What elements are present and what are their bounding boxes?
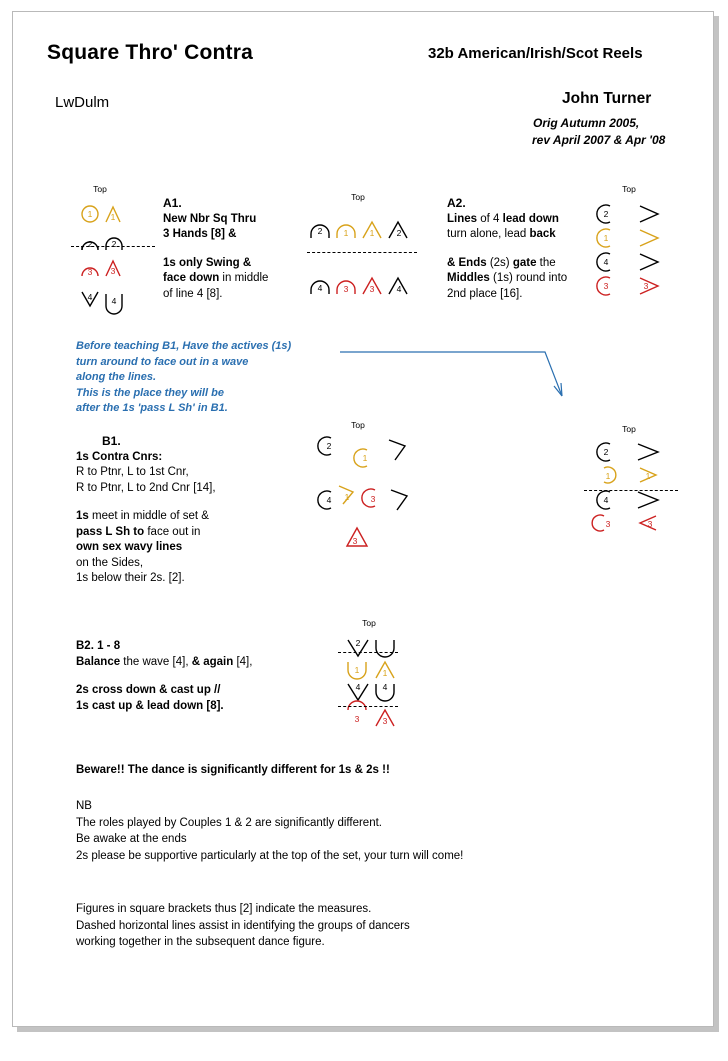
svg-text:3: 3 bbox=[370, 494, 376, 504]
diagram-a1-lines-top-label: Top bbox=[351, 192, 365, 202]
figure-a2-line2-bold: back bbox=[529, 228, 556, 240]
figure-a1-text bbox=[163, 196, 283, 302]
nb-line-1: NB bbox=[76, 800, 92, 812]
note-arrow bbox=[340, 346, 570, 406]
figure-b1-line5-rest: face out in bbox=[144, 525, 201, 538]
figure-b2-text bbox=[76, 639, 316, 714]
teaching-note-line-4: This is the place they will be bbox=[76, 386, 224, 399]
svg-text:4: 4 bbox=[326, 495, 332, 505]
svg-text:1: 1 bbox=[362, 453, 368, 463]
svg-text:4: 4 bbox=[382, 682, 388, 692]
diagram-a1 bbox=[72, 184, 152, 314]
svg-text:4: 4 bbox=[355, 682, 361, 692]
svg-text:3: 3 bbox=[603, 281, 609, 291]
figure-b2-line1-rest2: [4], bbox=[233, 655, 253, 668]
figure-a2-line1-bold: Lines bbox=[447, 212, 478, 225]
teaching-note-line-1: Before teaching B1, Have the actives (1s) bbox=[76, 340, 292, 352]
svg-text:1: 1 bbox=[369, 228, 375, 238]
teaching-note-line-2: turn around to face out in a wave bbox=[76, 355, 249, 368]
figure-a2-line4-rest: (1s) round into bbox=[489, 272, 568, 284]
svg-text:3: 3 bbox=[605, 519, 611, 529]
svg-text:3: 3 bbox=[643, 281, 649, 291]
svg-text:1: 1 bbox=[344, 492, 350, 502]
figure-a2-line1-rest: of 4 bbox=[477, 212, 503, 225]
diagram-b2-top-label: Top bbox=[362, 618, 376, 628]
figure-a2-line3-bold: & Ends bbox=[447, 256, 487, 269]
figure-b1-line1: 1s Contra Cnrs: bbox=[76, 450, 163, 463]
svg-text:4: 4 bbox=[396, 284, 402, 294]
footnote-line-1: Figures in square brackets thus [2] indicate the measures. bbox=[76, 903, 372, 915]
svg-text:1: 1 bbox=[354, 665, 360, 675]
svg-text:1: 1 bbox=[343, 228, 349, 238]
svg-text:2: 2 bbox=[317, 226, 323, 236]
figure-b2-line1-bold2: & again bbox=[191, 655, 234, 668]
page-title: Square Thro' Contra bbox=[47, 41, 253, 64]
nb-block bbox=[76, 798, 463, 864]
diagram-b1-right bbox=[588, 424, 678, 544]
page-shadow-right bbox=[714, 16, 719, 1029]
page-shadow-bottom bbox=[17, 1027, 719, 1032]
svg-text:3: 3 bbox=[354, 714, 360, 724]
diagram-a2 bbox=[588, 184, 678, 314]
figure-b2-line1-rest: the wave [4], bbox=[120, 655, 192, 668]
svg-text:1: 1 bbox=[603, 233, 609, 243]
diagram-b2-dashed-1 bbox=[338, 652, 398, 653]
nb-line-2: The roles played by Couples 1 & 2 are significantly different. bbox=[76, 816, 382, 829]
figure-a2-line3-bold2: gate bbox=[512, 256, 537, 269]
svg-text:2: 2 bbox=[603, 447, 609, 457]
figure-a2-line1-bold2: lead down bbox=[502, 212, 559, 225]
figure-a2-line4-bold: Middles bbox=[447, 272, 490, 284]
beware-note: Beware!! The dance is significantly different for 1s & 2s !! bbox=[76, 764, 390, 776]
svg-text:4: 4 bbox=[87, 292, 93, 302]
teaching-note bbox=[76, 339, 326, 417]
svg-text:1: 1 bbox=[645, 471, 651, 481]
svg-text:2: 2 bbox=[87, 239, 93, 249]
svg-text:1: 1 bbox=[382, 668, 388, 678]
figure-b1-line5-bold: pass L Sh to bbox=[76, 525, 145, 538]
formation-label: LwDulm bbox=[55, 94, 110, 111]
svg-text:1: 1 bbox=[87, 209, 93, 219]
figure-a2-line3-rest: (2s) bbox=[486, 256, 513, 269]
svg-text:3: 3 bbox=[352, 536, 358, 546]
footnote-line-2: Dashed horizontal lines assist in identifying the groups of dancers bbox=[76, 919, 410, 932]
nb-line-4: 2s please be supportive particularly at the top of the set, your turn will come! bbox=[76, 849, 464, 862]
diagram-b2-dashed-2 bbox=[338, 706, 398, 707]
svg-text:2: 2 bbox=[326, 441, 332, 451]
nb-line-3: Be awake at the ends bbox=[76, 833, 187, 845]
svg-text:2: 2 bbox=[111, 239, 117, 249]
footnote-line-3: working together in the subsequent dance figure. bbox=[76, 936, 325, 948]
diagram-a1-top-label: Top bbox=[93, 184, 107, 194]
figure-a1-line5: of line 4 [8]. bbox=[163, 287, 223, 300]
svg-text:4: 4 bbox=[317, 283, 323, 293]
svg-text:2: 2 bbox=[396, 228, 402, 238]
diagram-a1-lines-dashed bbox=[307, 252, 417, 253]
teaching-note-line-3: along the lines. bbox=[76, 371, 157, 383]
diagram-b1-right-dashed bbox=[584, 490, 678, 491]
diagram-b1-right-top-label: Top bbox=[622, 424, 636, 434]
figure-b1-line4-rest: meet in middle of set & bbox=[88, 510, 209, 522]
footnote-block bbox=[76, 901, 410, 951]
diagram-a1-dashed-line bbox=[71, 246, 155, 247]
svg-text:1: 1 bbox=[110, 212, 116, 222]
svg-text:3: 3 bbox=[343, 284, 349, 294]
origin-line-1: Orig Autumn 2005, bbox=[533, 116, 640, 130]
svg-text:2: 2 bbox=[603, 209, 609, 219]
figure-a2-line3-rest2: the bbox=[536, 256, 556, 269]
svg-text:1: 1 bbox=[605, 471, 611, 481]
diagram-a1-lines bbox=[303, 184, 423, 314]
figure-b2-heading: B2. 1 - 8 bbox=[76, 640, 121, 652]
figure-b2-line3: 1s cast up & lead down [8]. bbox=[76, 699, 224, 712]
svg-text:4: 4 bbox=[603, 257, 609, 267]
figure-a1-line4-bold: face down bbox=[163, 272, 220, 284]
svg-text:3: 3 bbox=[87, 267, 93, 277]
meter-text: 32b American/Irish/Scot Reels bbox=[428, 45, 643, 62]
svg-text:4: 4 bbox=[111, 296, 117, 306]
svg-text:3: 3 bbox=[110, 266, 116, 276]
svg-text:2: 2 bbox=[355, 638, 361, 648]
origin-line-2: rev April 2007 & Apr '08 bbox=[532, 133, 666, 147]
author-name: John Turner bbox=[562, 90, 652, 107]
figure-b2-line2: 2s cross down & cast up // bbox=[76, 684, 221, 696]
teaching-note-line-5: after the 1s 'pass L Sh' in B1. bbox=[76, 402, 228, 414]
figure-a1-line4-rest: in middle bbox=[219, 272, 269, 284]
figure-b2-line1-bold: Balance bbox=[76, 655, 121, 668]
figure-a1-heading: A1. bbox=[163, 196, 182, 210]
figure-b1-line3: R to Ptnr, L to 2nd Cnr [14], bbox=[76, 481, 216, 494]
figure-b1-line2: R to Ptnr, L to 1st Cnr, bbox=[76, 466, 189, 478]
figure-b1-line4-bold: 1s bbox=[76, 510, 89, 522]
diagram-b1-center bbox=[305, 420, 435, 570]
figure-b1-line6: own sex wavy lines bbox=[76, 541, 183, 553]
diagram-a2-top-label: Top bbox=[622, 184, 636, 194]
svg-text:4: 4 bbox=[603, 495, 609, 505]
svg-text:3: 3 bbox=[647, 519, 653, 529]
figure-a2-line2: turn alone, lead bbox=[447, 228, 530, 240]
figure-b1-text bbox=[76, 434, 306, 587]
figure-a2-line5: 2nd place [16]. bbox=[447, 287, 523, 300]
figure-a1-line2: 3 Hands [8] & bbox=[163, 228, 237, 240]
figure-a2-text bbox=[447, 196, 597, 302]
figure-b1-heading: B1. bbox=[102, 434, 121, 448]
svg-text:3: 3 bbox=[382, 716, 388, 726]
figure-a1-line3: 1s only Swing & bbox=[163, 256, 252, 269]
figure-b1-line7: on the Sides, bbox=[76, 556, 144, 569]
diagram-b2 bbox=[340, 618, 420, 738]
svg-text:3: 3 bbox=[369, 284, 375, 294]
figure-a2-heading: A2. bbox=[447, 196, 466, 210]
diagram-b1-top-label: Top bbox=[351, 420, 365, 430]
figure-b1-line8: 1s below their 2s. [2]. bbox=[76, 572, 185, 584]
figure-a1-line1: New Nbr Sq Thru bbox=[163, 212, 257, 225]
